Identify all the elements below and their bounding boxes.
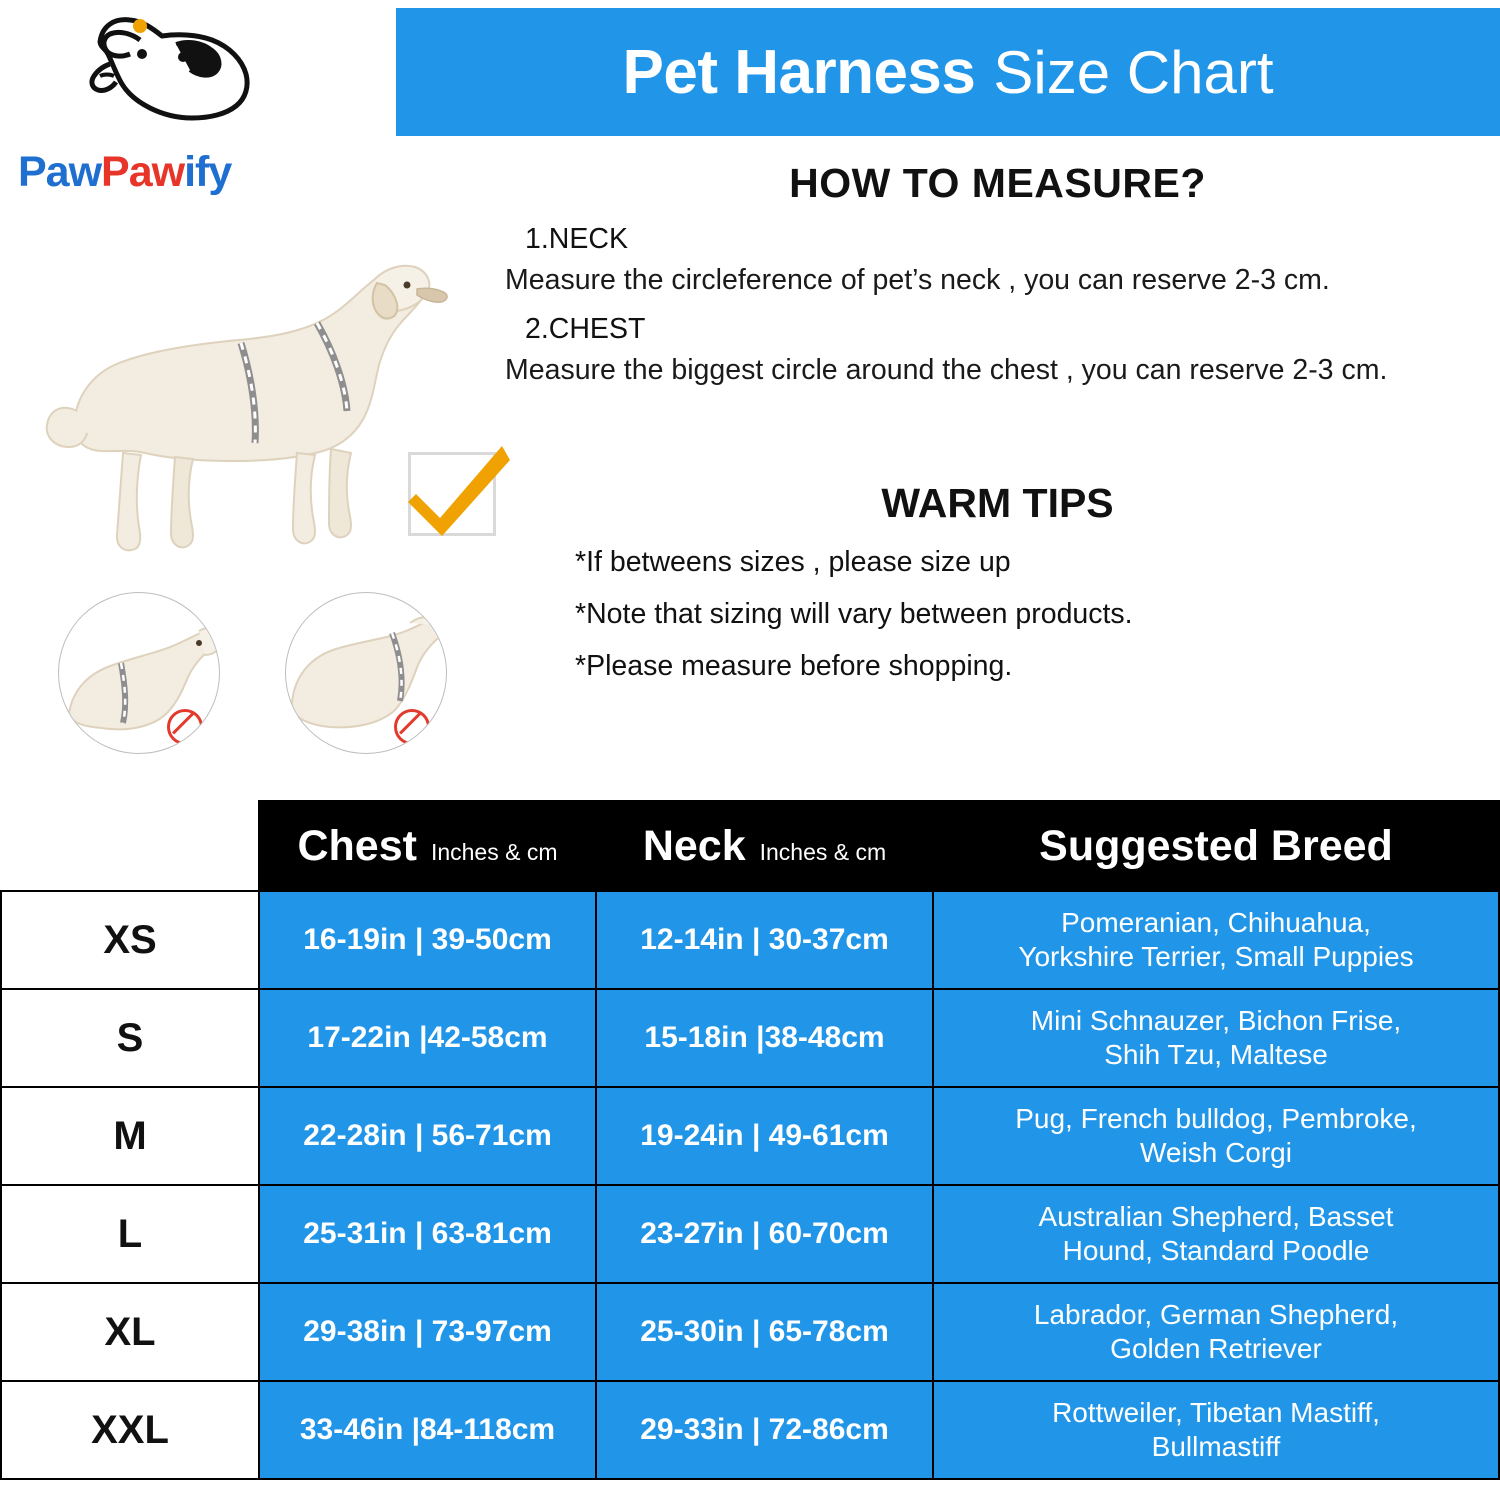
row-breed-l: [933, 1185, 1499, 1283]
warm-tips-heading: WARM TIPS: [881, 480, 1114, 526]
row-breed-l-line2: Hound, Standard Poodle: [1062, 1235, 1370, 1266]
row-neck-s: 15-18in |38-48cm: [596, 989, 933, 1087]
row-neck-xl: 25-30in | 65-78cm: [596, 1283, 933, 1381]
measure-item-2-text: Measure the biggest circle around the chest , you can reserve 2-3 cm.: [505, 354, 1388, 386]
row-chest-xs: 16-19in | 39-50cm: [259, 891, 596, 989]
row-chest-xxl: 33-46in |84-118cm: [259, 1381, 596, 1479]
how-to-measure-heading: HOW TO MEASURE?: [789, 160, 1206, 206]
row-breed-xl: [933, 1283, 1499, 1381]
incorrect-fit-thumbnail-2: [285, 592, 447, 754]
brand-name: [18, 148, 318, 197]
row-size-s: S: [1, 989, 259, 1087]
header-chest-unit: Inches & cm: [430, 838, 558, 865]
header-chest-label: Chest: [297, 821, 417, 870]
row-neck-l: 23-27in | 60-70cm: [596, 1185, 933, 1283]
row-breed-m: [933, 1087, 1499, 1185]
row-neck-m: 19-24in | 49-61cm: [596, 1087, 933, 1185]
table-row: [1, 1087, 1499, 1185]
size-chart-table: [0, 800, 1500, 1480]
table-header-row: [1, 801, 1499, 891]
row-breed-s-line1: Mini Schnauzer, Bichon Frise,: [1030, 1004, 1402, 1036]
table-row: [1, 1283, 1499, 1381]
row-size-xl: XL: [1, 1283, 259, 1381]
header-neck-unit: Inches & cm: [759, 838, 887, 865]
measure-item-1-label: 1.NECK: [525, 223, 628, 255]
row-size-m: M: [1, 1087, 259, 1185]
row-breed-xl-line1: Labrador, German Shepherd,: [1033, 1298, 1399, 1330]
measure-item-1-text: Measure the circleference of pet’s neck , you can reserve 2-3 cm.: [505, 264, 1330, 296]
check-mark-icon: [398, 432, 518, 542]
row-breed-xs-line2: Yorkshire Terrier, Small Puppies: [1018, 941, 1414, 972]
warm-tip-1: *If betweens sizes , please size up: [575, 546, 1011, 578]
row-breed-xs: [933, 891, 1499, 989]
row-neck-xs: 12-14in | 30-37cm: [596, 891, 933, 989]
row-size-l: L: [1, 1185, 259, 1283]
row-breed-m-line2: Weish Corgi: [1140, 1137, 1292, 1168]
header-chest: [259, 801, 596, 891]
brand-name-part3: ify: [184, 148, 232, 196]
table-row: [1, 1185, 1499, 1283]
page-title-bold: Pet Harness: [622, 37, 976, 107]
page-title: [396, 8, 1500, 136]
warm-tips-section: [505, 480, 1490, 683]
table-row: [1, 891, 1499, 989]
header-size-blank: [1, 801, 259, 891]
header-neck: [596, 801, 933, 891]
row-breed-m-line1: Pug, French bulldog, Pembroke,: [1015, 1102, 1417, 1134]
row-size-xxl: XXL: [1, 1381, 259, 1479]
warm-tip-3: *Please measure before shopping.: [575, 650, 1013, 682]
header-breed-label: Suggested Breed: [1039, 821, 1393, 870]
row-breed-xxl-line1: Rottweiler, Tibetan Mastiff,: [1052, 1396, 1380, 1428]
brand-name-part1: Paw: [18, 148, 102, 196]
row-size-xs: XS: [1, 891, 259, 989]
incorrect-fit-thumbnail-1: [58, 592, 220, 754]
header-breed: [933, 801, 1499, 891]
row-breed-xs-line1: Pomeranian, Chihuahua,: [1061, 906, 1371, 938]
header-neck-label: Neck: [642, 821, 746, 870]
row-breed-l-line1: Australian Shepherd, Basset: [1038, 1200, 1394, 1232]
row-neck-xxl: 29-33in | 72-86cm: [596, 1381, 933, 1479]
table-row: [1, 989, 1499, 1087]
dog-head-icon: [80, 14, 270, 139]
brand-logo: [10, 6, 390, 216]
brand-name-part2: Paw: [101, 148, 185, 196]
row-breed-s: [933, 989, 1499, 1087]
row-chest-s: 17-22in |42-58cm: [259, 989, 596, 1087]
prohibited-icon: [167, 709, 203, 745]
table-row: [1, 1381, 1499, 1479]
row-breed-xl-line2: Golden Retriever: [1110, 1333, 1322, 1364]
prohibited-icon: [394, 709, 430, 745]
row-chest-m: 22-28in | 56-71cm: [259, 1087, 596, 1185]
row-chest-l: 25-31in | 63-81cm: [259, 1185, 596, 1283]
measure-item-2-label: 2.CHEST: [525, 313, 646, 345]
row-breed-xxl-line2: Bullmastiff: [1151, 1431, 1281, 1462]
warm-tip-2: *Note that sizing will vary between products.: [575, 598, 1133, 630]
row-breed-s-line2: Shih Tzu, Maltese: [1104, 1039, 1328, 1070]
how-to-measure-section: [505, 160, 1490, 387]
row-breed-xxl: [933, 1381, 1499, 1479]
row-chest-xl: 29-38in | 73-97cm: [259, 1283, 596, 1381]
page-title-light: Size Chart: [993, 38, 1274, 106]
